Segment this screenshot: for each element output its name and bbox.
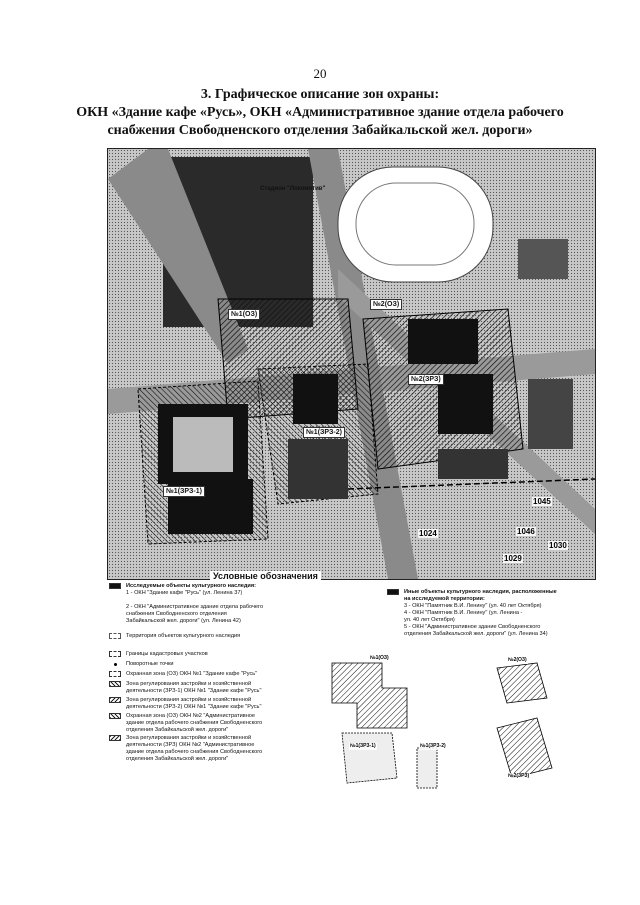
legend-text-line: 1 - ОКН "Здание кафе "Русь" (ул. Ленина 37) xyxy=(126,590,243,596)
zone-label-2-oz: №2(ОЗ) xyxy=(370,299,402,310)
legend-symbol xyxy=(109,697,121,703)
legend-item xyxy=(109,681,261,695)
inset-label: №1(ОЗ) xyxy=(370,655,389,661)
title-line-3: снабжения Свободненского отделения Забайкальской жел. дороги» xyxy=(107,123,533,138)
legend-item xyxy=(109,661,174,668)
inset-label: №2(ОЗ) xyxy=(508,657,527,663)
legend-text-line: Исследуемые объекты культурного наследия: xyxy=(126,583,256,589)
legend-item xyxy=(387,589,557,638)
legend-text-line: Забайкальской жел. дороги" (ул. Ленина 42) xyxy=(126,618,241,624)
building-okn2 xyxy=(408,319,478,364)
legend-text-line: деятельности (ЗРЗ-2) ОКН №1 "Здание кафе "Русь" xyxy=(126,704,262,710)
legend-text-line: 3 - ОКН "Памятник В.И. Ленину" (ул. 40 лет Октября) xyxy=(404,603,542,609)
inset-label: №1(ЗРЗ-2) xyxy=(420,743,446,749)
legend-text-line: 4 - ОКН "Памятник В.И. Ленину" (ул. Ленина - xyxy=(404,610,523,616)
legend-item xyxy=(109,735,262,763)
legend-symbol xyxy=(109,633,121,639)
legend-symbol xyxy=(109,583,121,589)
legend-item xyxy=(109,583,263,625)
legend-item xyxy=(109,671,257,678)
map-legend xyxy=(107,583,594,793)
legend-symbol xyxy=(109,651,121,657)
legend-text-line: деятельности (ЗРЗ) ОКН №2 "Административное xyxy=(126,742,255,748)
building-block-e xyxy=(528,379,573,449)
inset-shape-1-zrz-1 xyxy=(342,733,397,783)
legend-text-line: Зона регулирования застройки и хозяйственной xyxy=(126,681,252,687)
legend-text-line: отделения Забайкальской жел. дороги" xyxy=(126,756,229,762)
legend-item xyxy=(109,713,262,734)
zone-label-1-oz: №1(ОЗ) xyxy=(228,309,260,320)
cadastral-number: 1029 xyxy=(504,554,522,563)
cadastral-number: 1030 xyxy=(549,541,567,550)
legend-item xyxy=(109,633,240,640)
legend-symbol xyxy=(109,681,121,687)
title-line-1: 3. Графическое описание зон охраны: xyxy=(200,87,440,102)
inset-shape-1-oz xyxy=(332,663,407,728)
legend-text-line: на исследуемой территории: xyxy=(404,596,485,602)
building-block-f xyxy=(288,439,348,499)
inset-label: №1(ЗРЗ-1) xyxy=(350,743,376,749)
legend-symbol xyxy=(109,713,121,719)
legend-text-line: Поворотные точки xyxy=(126,661,174,667)
legend-title: Условные обозначения xyxy=(210,571,321,581)
legend-text-line: здание отдела рабочего снабжения Свободненского xyxy=(126,749,263,755)
legend-text-line: отделения Забайкальской жел. дороги" (ул. Ленина 34) xyxy=(404,631,548,637)
legend-text-line: 2 - ОКН "Административное здание отдела рабочего xyxy=(126,604,264,610)
building-block-g xyxy=(438,449,508,479)
zone-label-1-zrz-1: №1(ЗРЗ-1) xyxy=(163,486,205,497)
inset-label: №2(ЗРЗ) xyxy=(508,773,530,779)
building-block-d xyxy=(518,239,568,279)
legend-text-line: снабжения Свободненского отделения xyxy=(126,611,227,617)
page-title xyxy=(60,86,580,140)
legend-text-line: Границы кадастровых участков xyxy=(126,651,208,657)
cadastral-number: 1046 xyxy=(517,527,535,536)
page-number: 20 xyxy=(313,66,327,81)
legend-symbol xyxy=(109,671,121,677)
legend-text-line: Зона регулирования застройки и хозяйственной xyxy=(126,697,252,703)
legend-text-line: отделения Забайкальской жел. дороги" xyxy=(126,727,229,733)
building-block-a xyxy=(293,374,338,424)
legend-text-line: Иные объекты культурного наследия, расположенные xyxy=(404,589,557,595)
inset-shape-2-zrz xyxy=(497,718,552,778)
legend-text-line: здание отдела рабочего снабжения Свободненского xyxy=(126,720,263,726)
legend-text-line: ул. 40 лет Октября) xyxy=(404,617,455,623)
zone-label-1-zrz-2: №1(ЗРЗ-2) xyxy=(303,427,345,438)
inset-shape-1-zrz-2 xyxy=(417,748,437,788)
protection-zones-map xyxy=(107,148,596,580)
zone-insets xyxy=(312,658,592,793)
legend-item xyxy=(109,697,261,711)
title-line-2: ОКН «Здание кафе «Русь», ОКН «Административное здание отдела рабочего xyxy=(76,105,564,120)
legend-text-line: Зона регулирования застройки и хозяйственной xyxy=(126,735,252,741)
legend-text-line: деятельности (ЗРЗ-1) ОКН №1 "Здание кафе "Русь" xyxy=(126,688,262,694)
inset-shape-2-oz xyxy=(497,663,547,703)
legend-symbol xyxy=(109,661,121,667)
cadastral-number: 1045 xyxy=(533,497,551,506)
legend-item xyxy=(109,651,208,658)
legend-symbol xyxy=(109,735,121,741)
cadastral-number: 1024 xyxy=(419,529,437,538)
legend-text-line: Территория объектов культурного наследия xyxy=(126,633,241,639)
legend-text-line: Охранная зона (ОЗ) ОКН №1 "Здание кафе "Русь" xyxy=(126,671,258,677)
stadium-label: Стадион "Локомотив" xyxy=(260,186,326,192)
legend-text-line: Охранная зона (ОЗ) ОКН №2 "Административное xyxy=(126,713,256,719)
building-block-b xyxy=(438,374,493,434)
legend-symbol xyxy=(387,589,399,595)
map-graphic xyxy=(108,149,595,579)
zone-label-2-zrz: №2(ЗРЗ) xyxy=(408,374,444,385)
legend-text-line xyxy=(126,597,263,604)
legend-text-line: 5 - ОКН "Административное здание Свободненского xyxy=(404,624,541,630)
